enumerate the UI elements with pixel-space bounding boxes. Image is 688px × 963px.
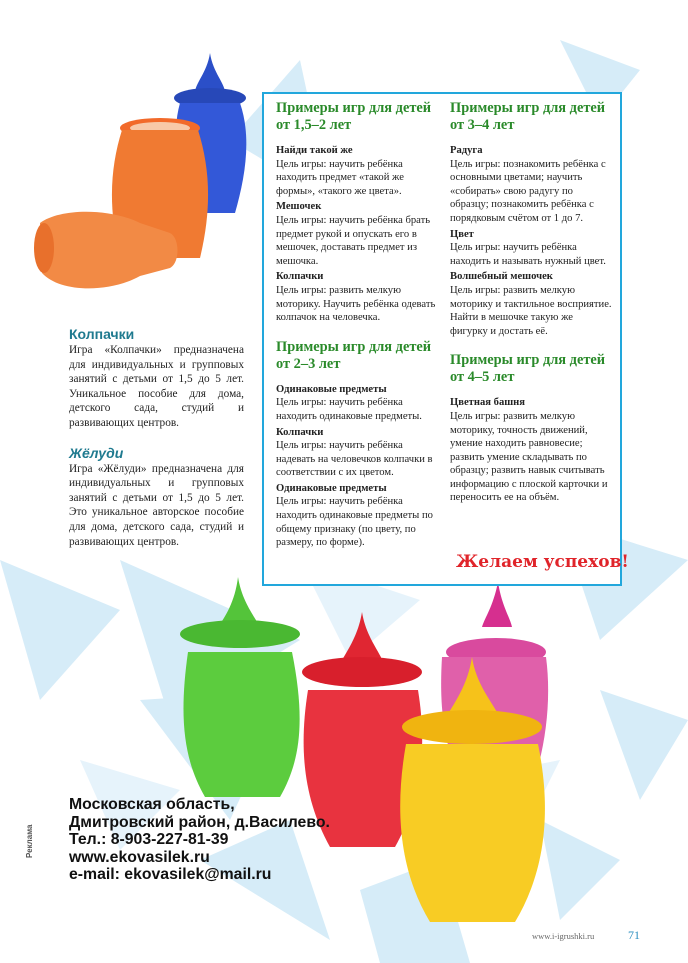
left-column — [69, 326, 244, 563]
game-desc: Цель игры: познакомить ребёнка с основными цветами; научить «собирать» свою радугу по образцу; познакомить ребёнка с порядковым счётом от 1 до 7. — [450, 158, 606, 224]
game-desc: Цель игры: развить мелкую моторику, точность движений, умение находить равновесие; развить умение складывать по образцу; развить навык считывать информацию с плоской карточки и переносить ее на объём. — [450, 410, 608, 504]
game-name: Волшебный мешочек — [450, 271, 553, 283]
game-desc: Цель игры: научить ребёнка находить предмет «такой же формы», «такого же цвета». — [276, 158, 404, 197]
section-title-kolpachki: Колпачки — [69, 326, 135, 342]
game-desc: Цель игры: научить ребёнка брать предмет рукой и опускать его в мешочек, доставать предмет из мешочка. — [276, 214, 431, 267]
games-examples-box — [262, 92, 629, 586]
game-desc: Цель игры: научить ребёнка надевать на человечков колпачки в соответствии с их цветом. — [276, 440, 433, 479]
games-heading-2-3: Примеры игр для детей от 2–3 лет — [276, 338, 432, 372]
game-name: Радуга — [450, 145, 483, 156]
games-heading-1-5-2: Примеры игр для детей от 1,5–2 лет — [276, 100, 432, 133]
contact-email: e-mail: ekovasilek@mail.ru — [69, 866, 272, 884]
advertisement-label: Реклама — [25, 824, 34, 858]
game-name: Мешочек — [276, 201, 322, 213]
game-name: Найди такой же — [276, 145, 353, 156]
games-heading-4-5: Примеры игр для детей от 4–5 лет — [450, 352, 606, 386]
game-name: Колпачки — [276, 271, 324, 283]
wish-slogan: Желаем успехов! — [456, 552, 629, 572]
section-text-zheludi: Игра «Жёлуди» предназначена для индивидуальных и групповых занятий с детьми от 1,5 до 5 лет. Это уникальное авторское пособие для дома, детского сада, студий и развивающих центров. — [69, 462, 244, 548]
footer-site: www.i-igrushki.ru — [532, 931, 595, 941]
contact-website: www.ekovasilek.ru — [69, 848, 210, 866]
game-desc: Цель игры: научить ребёнка находить одинаковые предметы. — [276, 397, 422, 422]
contact-address: Дмитровский район, д.Василево. — [69, 813, 330, 831]
game-desc: Цель игры: научить ребёнка находить и называть нужный цвет. — [450, 242, 606, 267]
game-name: Колпачки — [276, 426, 324, 438]
section-text-kolpachki: Игра «Колпачки» предназначена для индивидуальных и групповых занятий с детьми от 1,5 до 5 лет. Уникальное пособие для дома, детского сада, студий и развивающих центров. — [69, 344, 244, 429]
game-name: Одинаковые предметы — [276, 383, 387, 395]
games-column-right — [450, 100, 612, 505]
section-title-zheludi: Жёлуди — [69, 444, 124, 461]
games-heading-3-4: Примеры игр для детей от 3–4 лет — [450, 100, 606, 133]
game-desc: Цель игры: развить мелкую моторику. Научить ребёнка одевать колпачок на человечка. — [276, 284, 436, 324]
games-column-left — [276, 100, 442, 550]
game-name: Цвет — [450, 228, 474, 240]
game-name: Цветная башня — [450, 397, 526, 409]
game-desc: Цель игры: развить мелкую моторику и тактильное восприятие. Найти в мешочке такую же фигурку и достать её. — [450, 284, 612, 337]
toy-jars-top-image — [30, 48, 260, 298]
contact-phone: Тел.: 8-903-227-81-39 — [69, 831, 229, 849]
game-name: Одинаковые предметы — [276, 482, 387, 494]
page-number: 71 — [628, 928, 640, 942]
contact-region: Московская область, — [69, 796, 235, 813]
contact-block — [69, 796, 330, 884]
game-desc: Цель игры: научить ребёнка находить одинаковые предметы по общему признаку (по цвету, по размеру, по форме). — [276, 496, 433, 549]
